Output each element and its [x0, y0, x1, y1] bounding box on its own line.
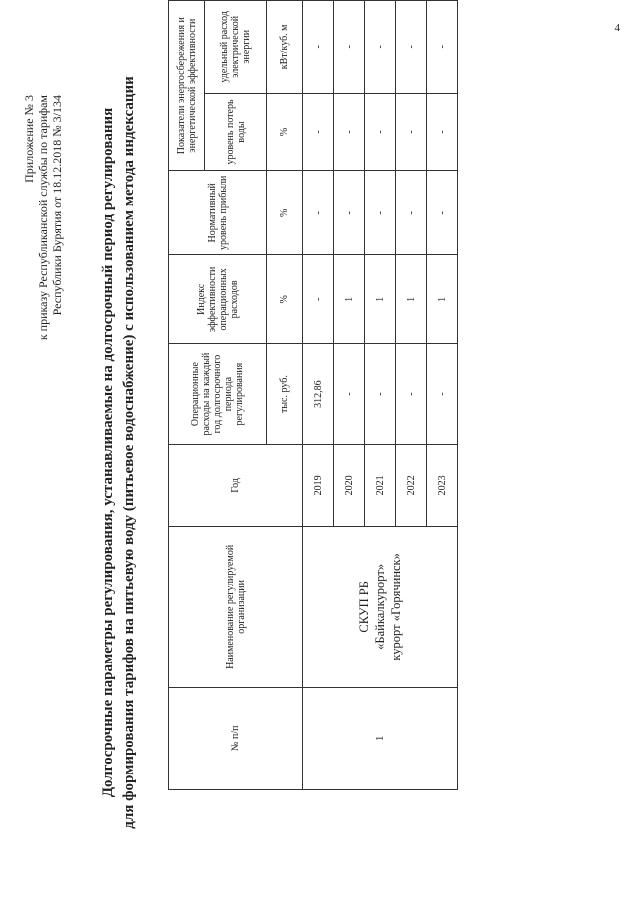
header-organization: Наименование регулируемой организации — [169, 527, 303, 688]
unit-profit-level: % — [267, 171, 303, 255]
cell-year: 2022 — [396, 444, 427, 526]
cell-specific-energy: - — [334, 1, 365, 94]
cell-efficiency-index: 1 — [427, 255, 458, 344]
cell-water-loss: - — [396, 93, 427, 171]
cell-operating-costs: - — [365, 344, 396, 444]
cell-water-loss: - — [334, 93, 365, 171]
cell-year: 2021 — [365, 444, 396, 526]
cell-operating-costs: - — [334, 344, 365, 444]
cell-profit-level: - — [365, 171, 396, 255]
cell-operating-costs: - — [427, 344, 458, 444]
cell-row-number: 1 — [303, 687, 458, 789]
cell-water-loss: - — [365, 93, 396, 171]
table-row — [303, 1, 334, 790]
cell-specific-energy: - — [427, 1, 458, 94]
cell-efficiency-index: 1 — [334, 255, 365, 344]
cell-specific-energy: - — [365, 1, 396, 94]
cell-specific-energy: - — [396, 1, 427, 94]
document-title-line-2: для формирования тарифов на питьевую воду (питьевое водоснабжение) с использованием метода индексации — [121, 76, 137, 829]
header-specific-energy: удельный расход электрической энергии — [205, 1, 267, 94]
organization-name-line-2: «Байкалкурорт» — [373, 563, 387, 650]
unit-specific-energy: кВт/куб. м — [267, 1, 303, 94]
unit-efficiency-index: % — [267, 255, 303, 344]
cell-organization-name — [303, 527, 458, 688]
cell-efficiency-index: 1 — [365, 255, 396, 344]
cell-operating-costs: - — [396, 344, 427, 444]
cell-profit-level: - — [334, 171, 365, 255]
cell-operating-costs: 312,86 — [303, 344, 334, 444]
cell-year: 2020 — [334, 444, 365, 526]
cell-profit-level: - — [303, 171, 334, 255]
cell-efficiency-index: - — [303, 255, 334, 344]
cell-profit-level: - — [396, 171, 427, 255]
header-efficiency-index: Индекс эффективности операционных расходов — [169, 255, 267, 344]
cell-profit-level: - — [427, 171, 458, 255]
page-number: 4 — [614, 22, 620, 34]
cell-water-loss: - — [303, 93, 334, 171]
unit-operating-costs: тыс. руб. — [267, 344, 303, 444]
cell-specific-energy: - — [303, 1, 334, 94]
header-num: № п/п — [169, 687, 303, 789]
cell-water-loss: - — [427, 93, 458, 171]
unit-water-loss: % — [267, 93, 303, 171]
appendix-line-1: Приложение № 3 — [22, 95, 36, 183]
organization-name-line-1: СКУП РБ — [357, 581, 371, 633]
cell-year: 2023 — [427, 444, 458, 526]
appendix-line-3: Республики Бурятия от 18.12.2018 № 3/134 — [50, 95, 64, 316]
appendix-line-2: к приказу Республиканской службы по тарифам — [36, 95, 50, 341]
header-operating-costs: Операционные расходы на каждый год долгосрочного периода регулирования — [169, 344, 267, 444]
cell-efficiency-index: 1 — [396, 255, 427, 344]
parameters-table — [168, 0, 458, 790]
organization-name-line-3: курорт «Горячинск» — [389, 553, 403, 661]
appendix-header — [22, 95, 64, 395]
cell-year: 2019 — [303, 444, 334, 526]
header-profit-level: Нормативный уровень прибыли — [169, 171, 267, 255]
header-water-loss: уровень потерь воды — [205, 93, 267, 171]
header-year: Год — [169, 444, 303, 526]
document-title-line-1: Долгосрочные параметры регулирования, устанавливаемые на долгосрочный период регулирования — [100, 107, 116, 798]
header-energy-group: Показатели энергосбережения и энергетической эффективности — [169, 1, 205, 171]
